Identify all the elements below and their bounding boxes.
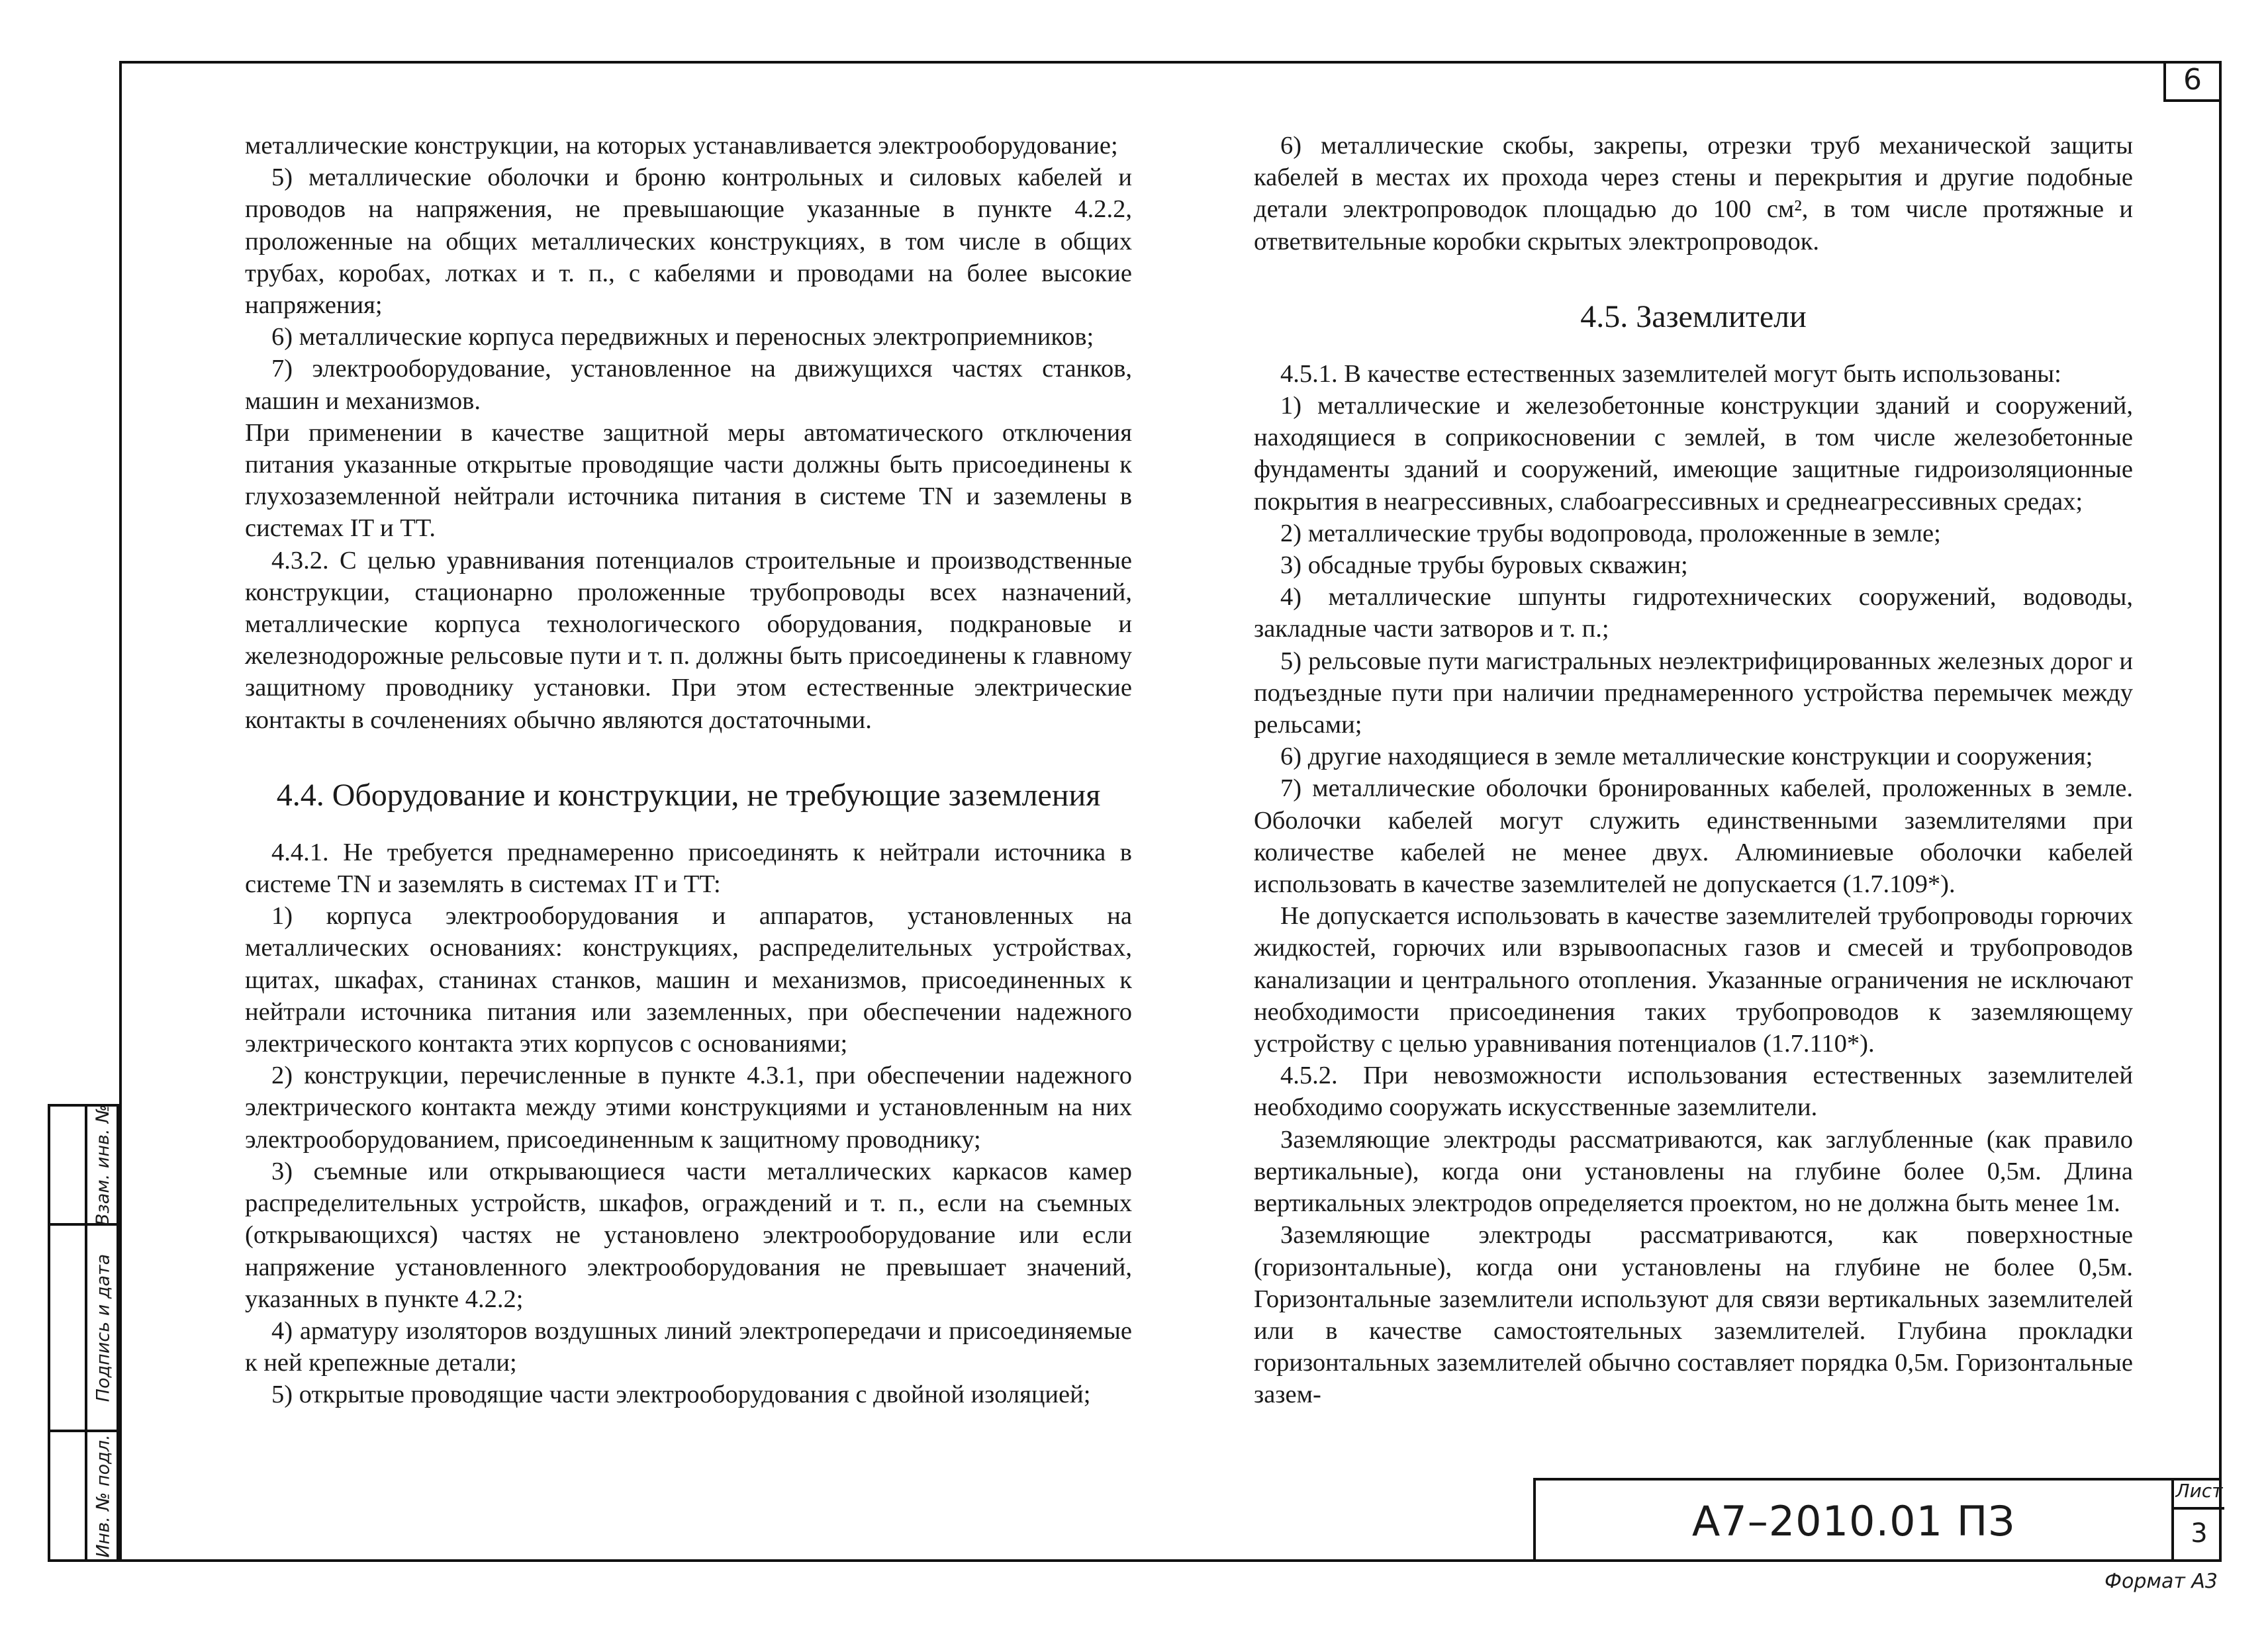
paragraph: 6) металлические скобы, закрепы, отрезки труб механической защиты кабелей в местах их прохода через стены и перекрытия и другие подобные детали электропроводок площадью до 100 см², в том числе протяжные и ответвительные коробки скрытых электропроводок.	[1254, 132, 2133, 255]
sheet-number-tab	[2163, 61, 2222, 102]
paragraph: 2) конструкции, перечисленные в пункте 4.3.1, при обеспечении надежного электрического контакта между этими конструкциями и установленным на них электрооборудованием, присоединенным к защитному проводнику;	[245, 1062, 1132, 1154]
side-stamp-cell-signature	[87, 1226, 119, 1430]
sheet-cell	[2171, 1478, 2224, 1562]
paragraph: Не допускается использовать в качестве заземлителей трубопроводы горючих жидкостей, горючих или взрывоопасных газов и смесей и трубопроводов канализации и центрального отопления. Указанные ограничения не исключают необходимости присоединения таких трубопроводов к заземляющему устройству с целью уравнивания потенциалов (1.7.110*).	[1254, 902, 2133, 1058]
paragraph: металлические конструкции, на которых устанавливается электрооборудование;	[245, 132, 1118, 160]
sheet-cell-divider	[2174, 1507, 2224, 1510]
paragraph: Заземляющие электроды рассматриваются, как поверхностные (горизонтальные), когда они установлены на глубине не более 0,5м. Горизонтальные заземлители используют для связи вертикальных заземлителей или в качестве самостоятельных заземлителей. Глубина прокладки горизонтальных заземлителей обычно составляет порядка 0,5м. Горизонтальные зазем-	[1254, 1221, 2133, 1409]
paragraph: 5) рельсовые пути магистральных неэлектрифицированных железных дорог и подъездные пути при наличии преднамеренного устройства перемычек между рельсами;	[1254, 647, 2133, 739]
paragraph: 4) металлические шпунты гидротехнических сооружений, водоводы, закладные части затворов и т. п.;	[1254, 583, 2133, 643]
right-paragraphs-after	[1254, 358, 2133, 1411]
paragraph: 4.3.2. С целью уравнивания потенциалов строительные и производственные конструкции, стационарно проложенные трубопроводы всех назначений, металлические корпуса технологического оборудования, подкрановые и железнодорожные рельсовые пути и т. п. должны быть присоединены к главному защитному проводнику установки. При этом естественные электрические контакты в сочленениях обычно являются достаточными.	[245, 546, 1132, 734]
paragraph: 1) металлические и железобетонные конструкции зданий и сооружений, находящиеся в соприкосновении с землей, в том числе железобетонные фундаменты зданий и сооружений, имеющие защитные гидроизоляционные покрытия в неагрессивных, слабоагрессивных и среднеагрессивных средах;	[1254, 392, 2133, 516]
paragraph: 6) металлические корпуса передвижных и переносных электроприемников;	[271, 323, 1094, 351]
sheet-label: Лист	[2175, 1480, 2223, 1502]
paragraph: 7) электрооборудование, установленное на движущихся частях станков, машин и механизмов.	[245, 355, 1132, 415]
left-paragraphs	[245, 130, 1132, 736]
paragraph: 4.4.1. Не требуется преднамеренно присоединять к нейтрали источника в системе TN и заземлять в системах IT и TT:	[245, 838, 1132, 899]
format-label: Формат А3	[2104, 1570, 2218, 1593]
paragraph: 6) другие находящиеся в земле металлические конструкции и сооружения;	[1280, 743, 2093, 771]
document-code: А7–2010.01 ПЗ	[1691, 1497, 2016, 1545]
paragraph: 5) металлические оболочки и броню контрольных и силовых кабелей и проводов на напряжения, не превышающие указанные в пункте 4.2.2, проложенные на общих металлических конструкциях, в том числе в общих трубах, коробах, лотках и т. п., с кабелями и проводами на более высокие напряжения;	[245, 163, 1132, 320]
left-paragraphs-after	[245, 837, 1132, 1411]
section-heading-4-5: 4.5. Заземлители	[1580, 298, 1807, 334]
paragraph: Заземляющие электроды рассматриваются, как заглубленные (как правило вертикальные), когда они установлены на глубине более 0,5м. Длина вертикальных электродов определяется проектом, но не должна быть менее 1м.	[1254, 1125, 2133, 1218]
side-stamp-label: Взам. инв. №	[93, 1104, 114, 1226]
paragraph: 4.5.2. При невозможности использования естественных заземлителей необходимо сооружать искусственные заземлители.	[1254, 1062, 2133, 1122]
paragraph: 3) съемные или открывающиеся части металлических каркасов камер распределительных устройств, шкафов, ограждений и т. п., если на съемных (открывающихся) частях не установлено электрооборудование или если напряжение установленного электрооборудования не превышает значений, указанных в пункте 4.2.2;	[245, 1157, 1132, 1313]
paragraph: 2) металлические трубы водопровода, проложенные в земле;	[1280, 519, 1941, 547]
left-text-column	[245, 130, 1132, 1411]
paragraph: 5) открытые проводящие части электрооборудования с двойной изоляцией;	[271, 1381, 1091, 1409]
sheet-number-top: 6	[2183, 63, 2202, 97]
side-stamp-cell-inventory	[87, 1432, 119, 1559]
side-stamp-label: Подпись и дата	[93, 1254, 114, 1402]
sheet-number: 3	[2191, 1518, 2208, 1549]
right-paragraphs	[1254, 130, 2133, 257]
paragraph: 7) металлические оболочки бронированных кабелей, проложенных в земле. Оболочки кабелей могут служить единственными заземлителями при количестве кабелей не менее двух. Алюминиевые оболочки кабелей использовать в качестве заземлителей не допускается (1.7.109*).	[1254, 774, 2133, 899]
section-heading-4-4: 4.4. Оборудование и конструкции, не требующие заземления	[276, 777, 1101, 813]
sheet-tab-bottom-line	[2163, 99, 2222, 102]
paragraph: 3) обсадные трубы буровых скважин;	[1280, 551, 1688, 580]
title-block	[1533, 1478, 2222, 1562]
side-stamp-label: Инв. № подл.	[93, 1434, 114, 1558]
paragraph: При применении в качестве защитной меры автоматического отключения питания указанные открытые проводящие части должны быть присоединены к глухозаземленной нейтрали источника питания в системе TN и заземлены в системах IT и TT.	[245, 418, 1132, 543]
side-stamp-cell-replacement	[87, 1104, 119, 1226]
paragraph: 4.5.1. В качестве естественных заземлителей могут быть использованы:	[1280, 359, 2061, 388]
paragraph: 4) арматуру изоляторов воздушных линий электропередачи и присоединяемые к ней крепежные детали;	[245, 1316, 1132, 1377]
side-stamp	[48, 1104, 119, 1562]
right-text-column	[1254, 130, 2133, 1411]
paragraph: 1) корпуса электрооборудования и аппаратов, установленных на металлических основаниях: конструкциях, распределительных устройствах, щитах, шкафах, станинах станков, машин и механизмов, присоединенных к нейтрали источника питания или заземленных, при обеспечении надежного электрического контакта этих корпусов с основаниями;	[245, 902, 1132, 1058]
